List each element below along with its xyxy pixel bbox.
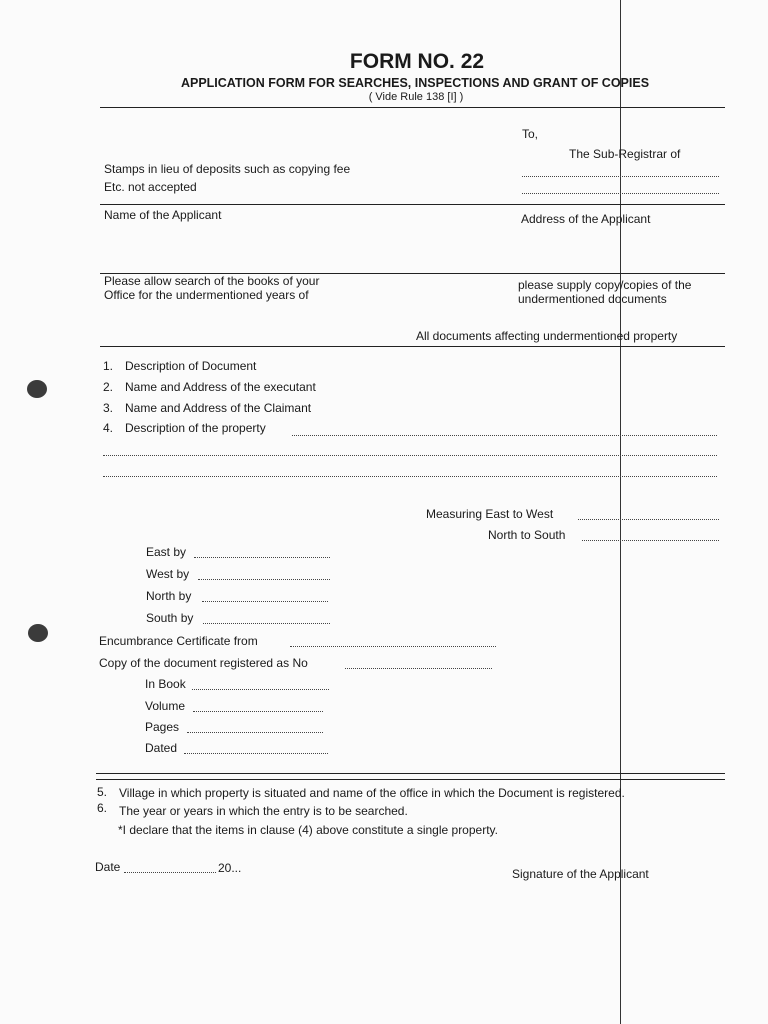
punch-hole-top [27, 380, 47, 398]
form-title: FORM NO. 22 [349, 50, 485, 73]
in-book-blank [192, 689, 329, 690]
property-description-blank-1 [292, 435, 717, 436]
all-documents-label: All documents affecting undermentioned property [416, 329, 678, 343]
item-3-number: 3. [103, 401, 114, 415]
notes-divider-bottom [96, 779, 725, 780]
dated-blank [184, 753, 328, 754]
sub-registrar-blank-2 [522, 193, 719, 194]
encumbrance-label: Encumbrance Certificate from [99, 634, 258, 648]
applicant-name-label: Name of the Applicant [104, 208, 222, 222]
copy-document-blank [345, 668, 492, 669]
pages-label: Pages [145, 720, 180, 734]
punch-hole-bottom [28, 624, 48, 642]
sub-registrar-blank-1 [522, 176, 719, 177]
north-by-blank [202, 601, 328, 602]
west-by-blank [198, 579, 330, 580]
property-description-blank-2 [103, 455, 717, 456]
north-south-blank [582, 540, 719, 541]
to-label: To, [522, 127, 539, 141]
note-6-number: 6. [97, 801, 108, 815]
in-book-label: In Book [145, 677, 186, 691]
signature-label: Signature of the Applicant [512, 867, 649, 881]
property-description-blank-3 [103, 476, 717, 477]
form-subtitle: APPLICATION FORM FOR SEARCHES, INSPECTIONS AND GRANT OF COPIES [180, 76, 650, 90]
south-by-label: South by [146, 611, 194, 625]
dated-label: Dated [145, 741, 178, 755]
item-3-label: Name and Address of the Claimant [125, 401, 312, 415]
east-west-label: Measuring East to West [426, 507, 554, 521]
request-divider [100, 346, 725, 347]
copy-document-label: Copy of the document registered as No [99, 656, 308, 670]
rule-reference: ( Vide Rule 138 [I] ) [368, 91, 464, 103]
note-5-text: Village in which property is situated and name of the office in which the Document is registered. [119, 786, 625, 800]
volume-blank [193, 711, 323, 712]
item-4-number: 4. [103, 421, 114, 435]
east-by-label: East by [146, 545, 187, 559]
stamps-note-line-1: Stamps in lieu of deposits such as copying fee [104, 162, 351, 176]
north-south-label: North to South [488, 528, 566, 542]
notes-divider-top [96, 773, 725, 774]
pages-blank [187, 732, 323, 733]
copy-request-line-1: please supply copy/copies of the [518, 278, 692, 292]
copy-request-line-2: undermentioned documents [518, 292, 667, 306]
date-blank [124, 872, 216, 873]
sub-registrar-label: The Sub-Registrar of [569, 147, 681, 161]
applicant-address-label: Address of the Applicant [521, 212, 651, 226]
east-west-blank [578, 519, 719, 520]
search-request-line-1: Please allow search of the books of your [104, 274, 320, 288]
note-6-text: The year or years in which the entry is to be searched. [119, 804, 408, 818]
west-by-label: West by [146, 567, 190, 581]
stamps-note-line-2: Etc. not accepted [104, 180, 197, 194]
item-1-label: Description of Document [125, 359, 257, 373]
declaration-text: *I declare that the items in clause (4) above constitute a single property. [118, 823, 498, 837]
item-1-number: 1. [103, 359, 114, 373]
date-label: Date [95, 860, 121, 874]
search-request-line-2: Office for the undermentioned years of [104, 288, 309, 302]
south-by-blank [203, 623, 330, 624]
north-by-label: North by [146, 589, 192, 603]
item-4-label: Description of the property [125, 421, 266, 435]
note-5-number: 5. [97, 785, 108, 799]
volume-label: Volume [145, 699, 186, 713]
encumbrance-blank [290, 646, 496, 647]
stamps-divider [100, 204, 725, 205]
header-divider [100, 107, 725, 108]
date-year-suffix: 20... [218, 861, 242, 875]
east-by-blank [194, 557, 330, 558]
item-2-label: Name and Address of the executant [125, 380, 316, 394]
item-2-number: 2. [103, 380, 114, 394]
